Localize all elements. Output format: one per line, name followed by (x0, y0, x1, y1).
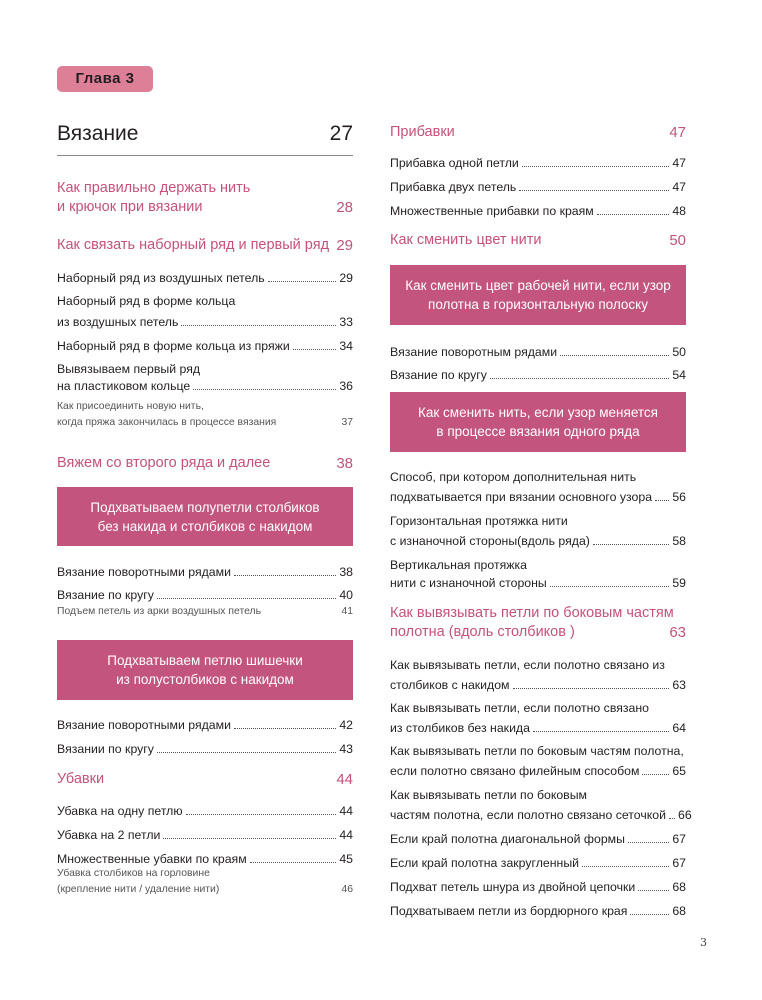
entry-page: 68 (672, 904, 686, 918)
subsection-banner[interactable] (390, 392, 686, 452)
dot-leader (560, 355, 669, 356)
entry-page: 56 (672, 490, 686, 504)
toc-entry[interactable] (390, 514, 686, 548)
toc-entry[interactable] (57, 718, 353, 732)
banner-line2: из полустолбиков с накидом (116, 672, 294, 687)
page-number: 3 (700, 936, 707, 949)
entry-page: 36 (339, 379, 353, 393)
entry-title: частям полотна, если полотно связано сеточкой (390, 808, 666, 822)
toc-section[interactable] (57, 770, 353, 789)
section-page: 47 (669, 124, 686, 141)
entry-title: Прибавка одной петли (390, 156, 519, 170)
entry-page: 68 (672, 880, 686, 894)
section-title-line2: полотна (вдоль столбиков ) (390, 624, 575, 640)
dot-leader (186, 814, 337, 815)
entry-page: 65 (672, 764, 686, 778)
entry-page: 59 (672, 576, 686, 590)
dot-leader (163, 838, 336, 839)
toc-entry[interactable] (390, 880, 686, 894)
toc-left-column (57, 118, 353, 918)
entry-title: подхватывается при вязании основного узора (390, 490, 653, 504)
toc-entry[interactable] (57, 362, 353, 393)
entry-title: Множественные прибавки по краям (390, 204, 594, 218)
toc-entry[interactable] (390, 204, 686, 218)
entry-page: 44 (339, 828, 353, 842)
dot-leader (293, 349, 337, 350)
entry-title-line1: Горизонтальная протяжка нити (390, 514, 568, 528)
section-title: Убавки (57, 771, 105, 787)
toc-entry[interactable] (57, 852, 353, 866)
banner-line1: Подхватываем петлю шишечки (107, 653, 303, 668)
dot-leader (490, 378, 669, 379)
subsection-banner[interactable] (57, 487, 353, 546)
entry-page: 38 (339, 565, 353, 579)
dot-leader (513, 688, 670, 689)
toc-entry[interactable] (390, 345, 686, 359)
toc-section[interactable] (390, 604, 686, 642)
toc-section[interactable] (57, 454, 353, 473)
entry-page: 63 (672, 678, 686, 692)
entry-title-line1: Вывязываем первый ряд (57, 362, 201, 376)
toc-entry[interactable] (57, 804, 353, 818)
dot-leader (593, 544, 669, 545)
subnote-title: Подъем петель из арки воздушных петель (57, 606, 262, 617)
entry-page: 50 (672, 345, 686, 359)
section-title-line1: Как правильно держать нить (57, 180, 251, 196)
entry-title: из столбиков без накида (390, 721, 530, 735)
subsection-banner[interactable] (57, 640, 353, 700)
toc-section[interactable] (390, 231, 686, 250)
entry-title: из воздушных петель (57, 315, 179, 329)
entry-page: 43 (339, 742, 353, 756)
toc-entry[interactable] (390, 470, 686, 504)
toc-entry[interactable] (57, 828, 353, 842)
toc-entry[interactable] (57, 565, 353, 579)
toc-section[interactable] (57, 179, 353, 217)
entry-title: Вязание по кругу (57, 588, 154, 602)
banner-line2: без накида и столбиков с накидом (97, 518, 313, 534)
toc-entry[interactable] (57, 339, 353, 353)
dot-leader (181, 325, 336, 326)
subnote-page: 46 (341, 884, 353, 895)
entry-title: Наборный ряд из воздушных петель (57, 271, 265, 285)
toc-entry[interactable] (390, 156, 686, 170)
toc-entry[interactable] (390, 658, 686, 692)
entry-page: 47 (672, 156, 686, 170)
entry-page: 54 (672, 368, 686, 382)
section-page: 38 (336, 455, 353, 472)
title-divider (57, 155, 353, 156)
dot-leader (533, 731, 669, 732)
entry-title: Наборный ряд в форме кольца из пряжи (57, 339, 290, 353)
entry-title: Прибавка двух петель (390, 180, 517, 194)
dot-leader (630, 914, 669, 915)
dot-leader (157, 752, 336, 753)
section-title-line2: и крючок при вязании (57, 199, 203, 215)
entry-title: Вязание поворотными рядами (57, 718, 231, 732)
section-page: 28 (336, 199, 353, 216)
entry-title: столбиков с накидом (390, 678, 510, 692)
subnote-title: (крепление нити / удаление нити) (57, 884, 220, 895)
toc-entry[interactable] (57, 271, 353, 285)
dot-leader (628, 842, 669, 843)
toc-subnote[interactable] (57, 605, 353, 618)
section-page: 44 (336, 771, 353, 788)
chapter-title[interactable] (57, 122, 353, 146)
section-page: 63 (669, 624, 686, 641)
entry-title-line1: Как вывязывать петли по боковым (390, 788, 588, 802)
entry-page: 47 (672, 180, 686, 194)
toc-entry[interactable] (57, 588, 353, 602)
section-title: Как связать наборный ряд и первый ряд (57, 237, 330, 253)
section-page: 50 (669, 232, 686, 249)
toc-subnote[interactable] (57, 400, 353, 429)
entry-page: 29 (339, 271, 353, 285)
toc-entry[interactable] (390, 832, 686, 846)
subnote-title: когда пряжа закончилась в процессе вязания (57, 417, 277, 428)
entry-page: 67 (672, 832, 686, 846)
entry-title-line1: Способ, при котором дополнительная нить (390, 470, 637, 484)
entry-title: Если край полотна закругленный (390, 856, 580, 870)
toc-entry[interactable] (390, 701, 686, 735)
entry-title-line1: Как вывязывать петли по боковым частям полотна, (390, 744, 684, 758)
entry-title: Вязании по кругу (57, 742, 154, 756)
toc-section[interactable] (390, 123, 686, 142)
chapter-title-text: Вязание (57, 122, 139, 145)
entry-title: Вязание поворотными рядами (57, 565, 231, 579)
entry-title-line1: Как вывязывать петли, если полотно связано (390, 701, 649, 715)
entry-title: на пластиковом кольце (57, 379, 191, 393)
chapter-title-page: 27 (329, 122, 353, 145)
section-title: Как сменить цвет нити (390, 232, 542, 248)
dot-leader (193, 389, 336, 390)
toc-entry[interactable] (390, 744, 686, 778)
dot-leader (234, 728, 336, 729)
entry-title: Подхватываем петли из бордюрного края (390, 904, 628, 918)
toc-entry[interactable] (390, 558, 686, 590)
entry-title: Вязание по кругу (390, 368, 487, 382)
subnote-line1: Как присоединить новую нить, (57, 401, 204, 412)
entry-page: 34 (339, 339, 353, 353)
banner-line2: в процессе вязания одного ряда (436, 424, 640, 439)
dot-leader (597, 214, 670, 215)
entry-title: Если край полотна диагональной формы (390, 832, 625, 846)
entry-title: нити с изнаночной стороны (390, 576, 547, 590)
dot-leader (519, 190, 669, 191)
entry-title-line1: Наборный ряд в форме кольца (57, 294, 236, 308)
subsection-banner[interactable] (390, 265, 686, 325)
entry-title: Убавка на одну петлю (57, 804, 183, 818)
entry-page: 48 (672, 204, 686, 218)
dot-leader (669, 818, 675, 819)
entry-page: 45 (339, 852, 353, 866)
entry-page: 67 (672, 856, 686, 870)
banner-line1: Подхватываем полупетли столбиков (90, 499, 320, 515)
entry-title-line1: Вертикальная протяжка (390, 558, 527, 572)
entry-page: 33 (339, 315, 353, 329)
banner-line1: Как сменить цвет рабочей нити, если узор (405, 278, 671, 293)
toc-entry[interactable] (390, 180, 686, 194)
entry-title: если полотно связано филейным способом (390, 764, 640, 778)
entry-page: 58 (672, 534, 686, 548)
banner-line1: Как сменить нить, если узор меняется (418, 405, 658, 420)
toc-subnote[interactable] (57, 867, 353, 896)
dot-leader (234, 575, 336, 576)
toc-right-column (390, 118, 692, 918)
chapter-badge: Глава 3 (57, 66, 153, 92)
toc-entry[interactable] (57, 294, 353, 329)
toc-entry[interactable] (57, 742, 353, 756)
dot-leader (250, 862, 337, 863)
subnote-line1: Убавка столбиков на горловине (57, 868, 210, 879)
subnote-page: 41 (341, 606, 353, 617)
toc-entry[interactable] (390, 788, 692, 822)
entry-page: 64 (672, 721, 686, 735)
toc-entry[interactable] (390, 856, 686, 870)
entry-page: 40 (339, 588, 353, 602)
dot-leader (157, 598, 336, 599)
entry-page: 42 (339, 718, 353, 732)
toc-section[interactable] (57, 236, 353, 255)
section-title: Прибавки (390, 124, 455, 140)
banner-line2: полотна в горизонтальную полоску (428, 297, 648, 312)
dot-leader (638, 890, 669, 891)
toc-entry[interactable] (390, 368, 686, 382)
dot-leader (522, 166, 670, 167)
dot-leader (268, 281, 337, 282)
entry-page: 44 (339, 804, 353, 818)
entry-title: с изнаночной стороны(вдоль ряда) (390, 534, 590, 548)
entry-title: Вязание поворотным рядами (390, 345, 558, 359)
entry-title: Множественные убавки по краям (57, 852, 247, 866)
dot-leader (550, 586, 670, 587)
entry-title-line1: Как вывязывать петли, если полотно связано из (390, 658, 665, 672)
section-page: 29 (336, 237, 353, 254)
dot-leader (642, 774, 669, 775)
entry-title: Убавка на 2 петли (57, 828, 161, 842)
entry-page: 66 (678, 808, 692, 822)
section-title-line1: Как вывязывать петли по боковым частям (390, 605, 674, 621)
section-title: Вяжем со второго ряда и далее (57, 455, 271, 471)
toc-entry[interactable] (390, 904, 686, 918)
entry-title: Подхват петель шнура из двойной цепочки (390, 880, 636, 894)
dot-leader (655, 500, 669, 501)
dot-leader (582, 866, 669, 867)
subnote-page: 37 (341, 417, 353, 428)
